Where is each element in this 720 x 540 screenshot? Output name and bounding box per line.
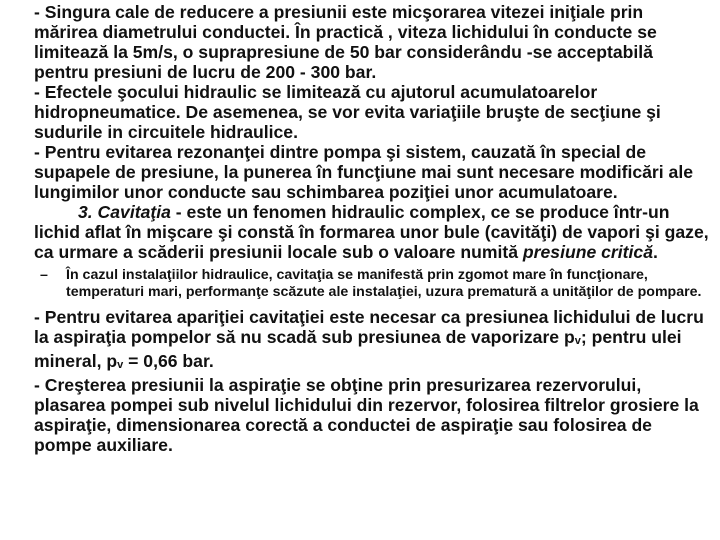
list-item (34, 267, 710, 301)
cavitation-effects-text: În cazul instalaţiilor hidraulice, cavitaţia se manifestă prin zgomot mare în funcţionare, temperaturi mari, performanţe scăzute ale instalaţiei, uzura prematură a unităţilor de pompare. (66, 267, 702, 300)
vapor-subscript-1: v (574, 335, 581, 347)
cavitation-effects-list (34, 267, 710, 301)
paragraph-pressure-reduction: - Singura cale de reducere a presiunii este micşorarea vitezei iniţiale prin mărirea diametrului conductei. În practică , viteza lichidului în conducte se limitează la 5m/s, o suprapresiune de 50 bar considerându -se acceptabilă pentru presiuni de lucru de 200 - 300 bar. (34, 2, 657, 82)
vapor-subscript-2: v (117, 359, 124, 371)
dash-bullet: – (40, 267, 48, 283)
cavitation-definition-text: - este un fenomen hidraulic complex, ce se produce într-un lichid aflat în mişcare şi constă în formarea unor bule (cavităţi) de vapori şi gaze, ca urmare a scăderii presiunii locale sub o valoare numită (34, 202, 709, 262)
slide-content (34, 2, 710, 455)
prevention-text-c: = 0,66 bar. (123, 351, 214, 371)
paragraph-cavitation-prevention (34, 307, 710, 375)
paragraph-resonance: - Pentru evitarea rezonanţei dintre pompa şi sistem, cauzată în special de supapele de presiune, la punerea în funcţiune mai sunt necesare modificări ale lungimilor unor conducte sau schimbarea poziţiei unor acumulatoare. (34, 142, 693, 202)
cavitation-heading: 3. Cavitaţia (78, 202, 171, 222)
paragraph-suction-pressure: - Creşterea presiunii la aspiraţie se obţine prin presurizarea rezervorului, plasarea pompei sub nivelul lichidului din rezervor, folosirea filtrelor grosiere la aspiraţie, dimensionarea corectă a conductei de aspiraţie sau folosirea de pompe auxiliare. (34, 375, 699, 455)
paragraph-hydraulic-shock: - Efectele şocului hidraulic se limitează cu ajutorul acumulatoarelor hidropneumatice. De asemenea, se vor evita variaţiile bruşte de secţiune şi sudurile in circuitele hidraulice. (34, 82, 661, 142)
prevention-text-a: - Pentru evitarea apariţiei cavitaţiei este necesar ca presiunea lichidului de lucru la aspiraţia pompelor să nu scadă sub presiunea de vaporizare p (34, 307, 704, 347)
cavitation-definition-end: . (652, 242, 658, 262)
prevention-text-b: ; pentru ulei mineral, p (34, 327, 682, 371)
paragraph-cavitation-definition (34, 202, 710, 262)
critical-pressure-term: presiune critică (522, 242, 653, 262)
